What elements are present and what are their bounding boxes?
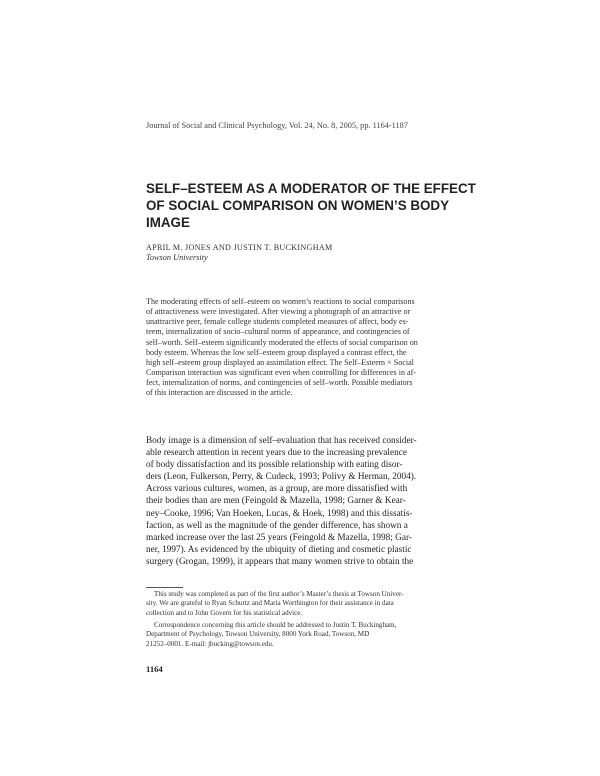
journal-citation: Journal of Social and Clinical Psychology, Vol. 24, No. 8, 2005, pp. 1164-1187 [146, 121, 408, 130]
body-line: surgery (Grogan, 1999), it appears that many women strive to obtain the [146, 556, 414, 567]
footnote-correspondence [146, 621, 456, 649]
abstract-line: high self–esteem group displayed an assimilation effect. The Self–Esteem × Social [146, 357, 414, 367]
page-number: 1164 [146, 664, 163, 674]
body-line: ney–Cooke, 1996; Van Hoeken, Lucas, & Hoek, 1998) and this dissatis- [146, 508, 413, 519]
footnote-rule [146, 587, 183, 588]
authors: APRIL M. JONES AND JUSTIN T. BUCKINGHAM [146, 243, 333, 252]
body-line: ner, 1997). As evidenced by the ubiquity of dieting and cosmetic plastic [146, 544, 412, 555]
body-line: of body dissatisfaction and its possible relationship with eating disor- [146, 460, 403, 471]
body-paragraph [146, 435, 456, 568]
title-line: OF SOCIAL COMPARISON ON WOMEN’S BODY [146, 198, 450, 214]
abstract-line: unattractive peer, female college students completed measures of affect, body es- [146, 317, 409, 327]
abstract-line: The moderating effects of self–esteem on women’s reactions to social comparisons [146, 297, 415, 306]
body-line: Body image is a dimension of self–evaluation that has received consider- [146, 436, 417, 446]
abstract-line: Comparison interaction was significant even when controlling for differences in af- [146, 368, 417, 378]
abstract-line: self–worth. Self–esteem significantly moderated the effects of social comparison on [146, 337, 418, 347]
footnote-acknowledgment [146, 590, 456, 618]
footnote-line: 21252–0001. E-mail: jbucking@towson.edu. [146, 639, 274, 648]
abstract-line: of this interaction are discussed in the article. [146, 388, 293, 398]
abstract-line: of attractiveness were investigated. After viewing a photograph of an attractive or [146, 307, 411, 317]
footnote-line: sity. We are grateful to Ryan Schurtz and Maria Worthington for their assistance in data [146, 599, 394, 608]
abstract [146, 297, 456, 399]
body-line: Across various cultures, women, as a group, are more dissatisfied with [146, 484, 408, 495]
footnote-line: Department of Psychology, Towson University, 8000 York Road, Towson, MD [146, 630, 370, 639]
title-line: SELF–ESTEEM AS A MODERATOR OF THE EFFECT [146, 181, 476, 196]
body-line: able research attention in recent years due to the increasing prevalence [146, 448, 407, 459]
body-line: faction, as well as the magnitude of the gender difference, has shown a [146, 520, 408, 531]
body-line: their bodies than are men (Feingold & Mazella, 1998; Garner & Kear- [146, 496, 406, 507]
body-line: ders (Leon, Fulkerson, Perry, & Cudeck, 1993; Polivy & Herman, 2004). [146, 472, 417, 483]
title-line: IMAGE [146, 215, 190, 231]
footnote-line: collection and to John Govern for his statistical advice. [146, 608, 303, 617]
footnote-line: This study was completed as part of the first author’s Master’s thesis at Towson Univer- [154, 590, 404, 598]
article-title [146, 180, 476, 232]
abstract-line: body esteem. Whereas the low self–esteem group displayed a contrast effect, the [146, 347, 407, 357]
body-line: marked increase over the last 25 years (Feingold & Mazella, 1998; Gar- [146, 532, 412, 543]
footnote-line: Correspondence concerning this article should be addressed to Justin T. Buckingham, [154, 621, 397, 629]
abstract-line: fect, internalization of norms, and contingencies of self–worth. Possible mediators [146, 378, 413, 388]
affiliation: Towson University [146, 253, 208, 262]
abstract-line: teem, internalization of socio–cultural norms of appearance, and contingencies of [146, 327, 410, 337]
